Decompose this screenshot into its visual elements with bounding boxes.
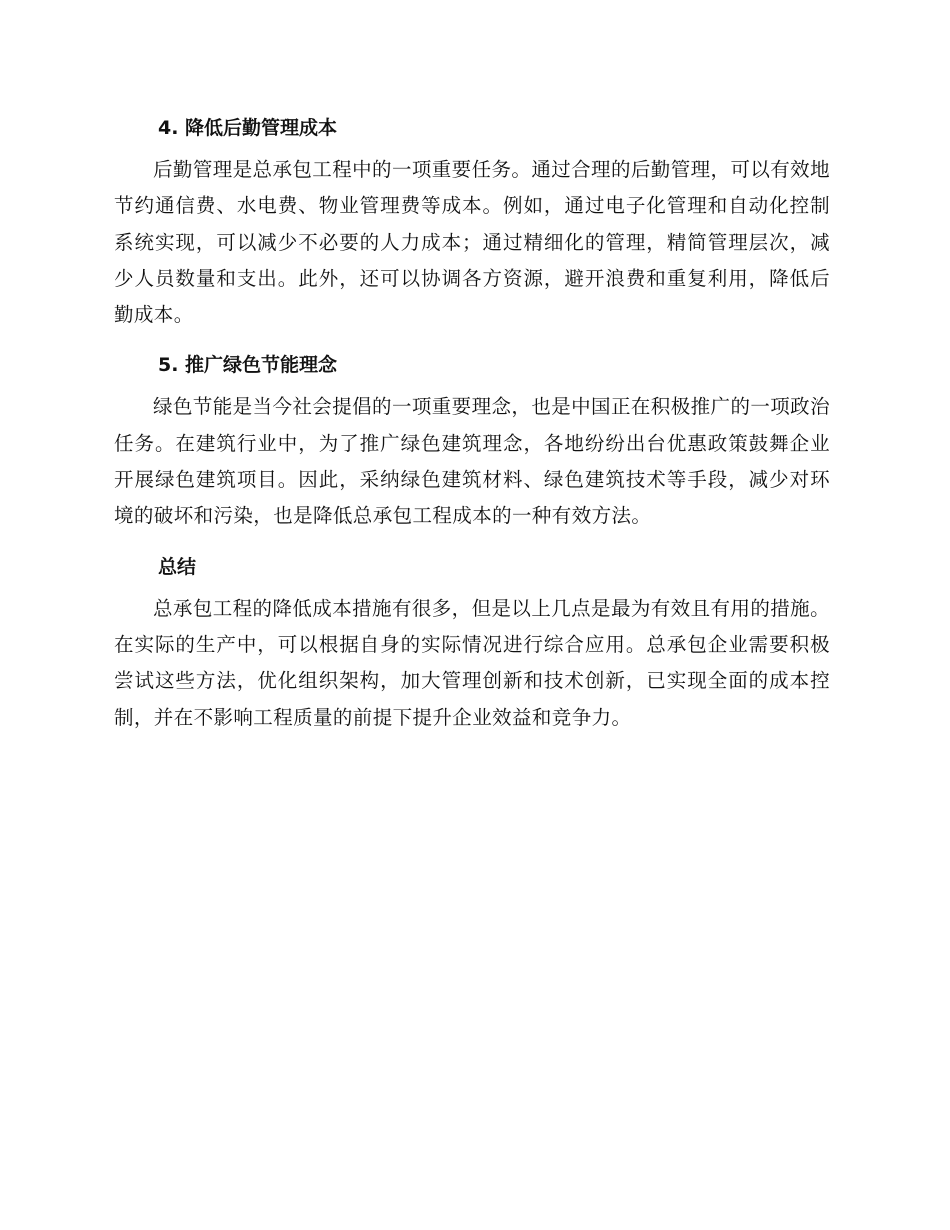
section-heading-summary: 总结	[158, 555, 197, 578]
section-paragraph-summary: 总承包工程的降低成本措施有很多，但是以上几点是最为有效且有用的措施。在实际的生产中，可以根据自身的实际情况进行综合应用。总承包企业需要积极尝试这些方法，优化组织架构，加大管理创新和技术创新，已实现全面的成本控制，并在不影响工程质量的前提下提升企业效益和竞争力。	[114, 596, 830, 729]
section-heading-logistics-cost: 4. 降低后勤管理成本	[158, 117, 338, 139]
section-heading-green-energy: 5. 推广绿色节能理念	[158, 354, 338, 377]
section-paragraph-green-energy: 绿色节能是当今社会提倡的一项重要理念，也是中国正在积极推广的一项政治任务。在建筑行业中，为了推广绿色建筑理念，各地纷纷出台优惠政策鼓舞企业开展绿色建筑项目。因此，采纳绿色建筑材料、绿色建筑技术等手段，减少对环境的破坏和污染，也是降低总承包工程成本的一种有效方法。	[114, 395, 830, 528]
document-body	[114, 104, 830, 740]
section-paragraph-logistics-cost: 后勤管理是总承包工程中的一项重要任务。通过合理的后勤管理，可以有效地节约通信费、水电费、物业管理费等成本。例如，通过电子化管理和自动化控制系统实现，可以减少不必要的人力成本；通过精细化的管理，精简管理层次，减少人员数量和支出。此外，还可以协调各方资源，避开浪费和重复利用，降低后勤成本。	[114, 158, 830, 327]
